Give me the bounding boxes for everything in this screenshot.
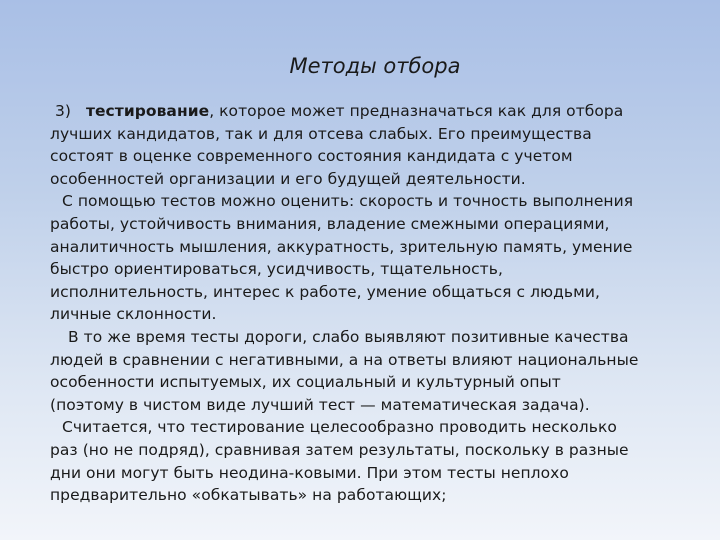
paragraph-test-capabilities <box>50 190 718 326</box>
text-fragment: , которое может предназначаться как для отбора <box>209 102 624 120</box>
text-line: личные склонности. <box>50 305 217 324</box>
text-line: С помощью тестов можно оценить: скорость и точность выполнения <box>62 192 634 211</box>
text-line: особенности испытуемых, их социальный и культурный опыт <box>50 373 561 392</box>
text-line: исполнительность, интерес к работе, умение общаться с людьми, <box>50 282 600 301</box>
text-line: лучших кандидатов, так и для отсева слабых. Его преимущества <box>50 124 592 143</box>
paragraph-test-recommendation <box>50 416 718 506</box>
slide-title: Методы отбора <box>289 54 461 78</box>
text-line: состоят в оценке современного состояния кандидата с учетом <box>50 147 573 166</box>
emphasized-term: тестирование <box>85 102 210 120</box>
text-line: предварительно «обкатывать» на работающих; <box>50 486 447 505</box>
text-line: Считается, что тестирование целесообразно проводить несколько <box>62 418 617 437</box>
paragraph-testing-definition <box>50 100 718 190</box>
text-line: аналитичность мышления, аккуратность, зрительную память, умение <box>50 237 633 256</box>
text-line: работы, устойчивость внимания, владение смежными операциями, <box>50 214 610 233</box>
text-line: быстро ориентироваться, усидчивость, тщательность, <box>50 260 503 279</box>
text-line: раз (но не подряд), сравнивая затем результаты, поскольку в разные <box>50 440 629 459</box>
slide-body <box>50 100 718 507</box>
list-number: 3) <box>55 102 86 120</box>
text-line: людей в сравнении с негативными, а на ответы влияют национальные <box>50 350 639 369</box>
text-line: В то же время тесты дороги, слабо выявляют позитивные качества <box>68 327 629 346</box>
text-line: дни они могут быть неодина-ковыми. При этом тесты неплохо <box>50 463 569 482</box>
paragraph-test-drawbacks <box>50 326 718 416</box>
text-line: (поэтому в чистом виде лучший тест — математическая задача). <box>50 395 590 414</box>
text-line: особенностей организации и его будущей деятельности. <box>50 169 526 188</box>
text-line <box>50 100 718 123</box>
